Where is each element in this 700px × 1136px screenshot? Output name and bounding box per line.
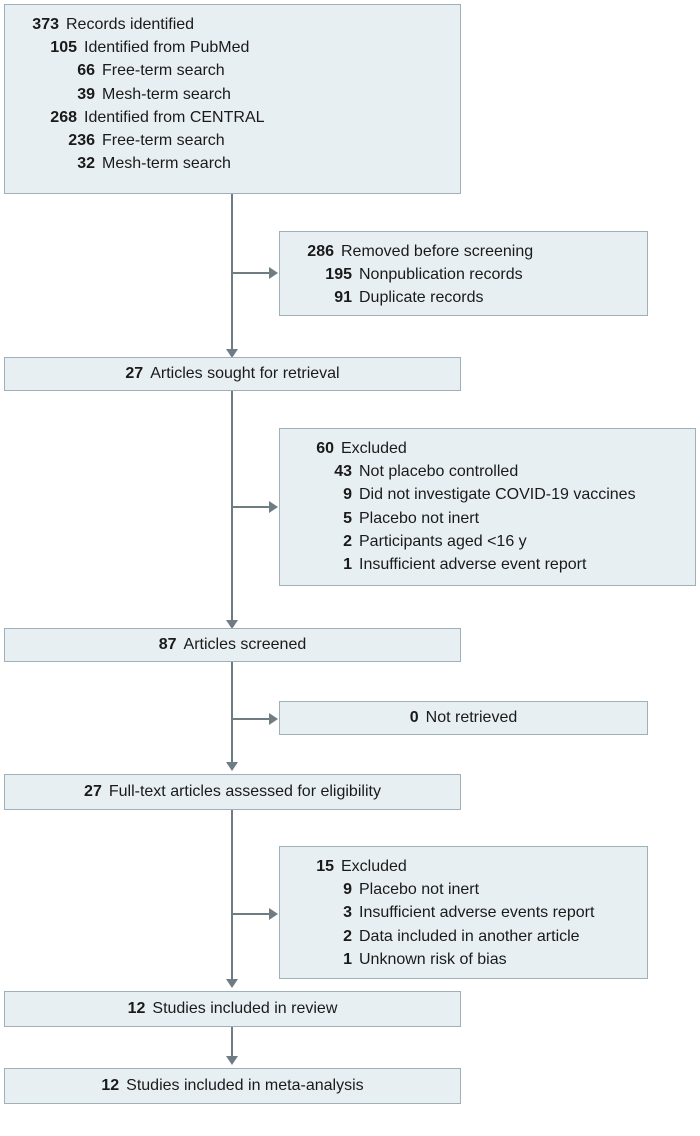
diagram-row (15, 36, 450, 59)
diagram-row (290, 530, 685, 553)
diagram-row (290, 925, 637, 948)
arrow-right-icon (269, 501, 278, 513)
arrow-down-icon (226, 979, 238, 988)
row-label: Mesh-term search (102, 155, 231, 173)
connector-horizontal (232, 913, 270, 915)
row-label: Insufficient adverse event report (359, 555, 587, 573)
diagram-row (15, 13, 450, 36)
row-label: Studies included in review (152, 1000, 338, 1017)
row-count: 3 (343, 904, 352, 922)
diagram-row (15, 1077, 450, 1095)
row-count: 236 (68, 131, 95, 149)
diagram-row (290, 855, 637, 878)
box-excluded-eligibility (279, 846, 648, 979)
row-count: 1 (343, 950, 352, 968)
row-count: 9 (343, 881, 352, 899)
row-count: 2 (343, 532, 352, 550)
row-label: Removed before screening (341, 243, 534, 260)
row-count: 12 (101, 1077, 120, 1094)
row-count: 373 (32, 16, 59, 33)
row-count: 32 (77, 155, 95, 173)
row-label: Excluded (341, 858, 407, 875)
box-included-meta-analysis (4, 1068, 461, 1104)
row-label: Placebo not inert (359, 509, 480, 527)
row-label: Studies included in meta-analysis (126, 1077, 364, 1094)
connector-vertical (231, 810, 233, 980)
row-label: Free-term search (102, 62, 225, 80)
diagram-row (290, 437, 685, 460)
row-count: 268 (50, 108, 77, 126)
diagram-row (15, 366, 450, 382)
diagram-row (290, 948, 637, 971)
diagram-row (290, 286, 637, 309)
diagram-row (290, 483, 685, 506)
diagram-row (15, 83, 450, 106)
diagram-row (290, 240, 637, 263)
row-count: 1 (343, 555, 352, 573)
row-label: Free-term search (102, 131, 225, 149)
row-label: Nonpublication records (359, 266, 523, 284)
row-label: Not retrieved (425, 709, 518, 726)
row-count: 91 (334, 289, 352, 307)
row-count: 0 (409, 709, 419, 726)
diagram-row (15, 129, 450, 152)
box-full-text-assessed (4, 774, 461, 810)
diagram-row (15, 152, 450, 175)
diagram-row (15, 783, 450, 801)
row-label: Articles sought for retrieval (150, 365, 340, 382)
row-count: 286 (307, 243, 334, 260)
arrow-right-icon (269, 267, 278, 279)
row-count: 43 (334, 463, 352, 481)
diagram-row (290, 901, 637, 924)
connector-vertical (231, 662, 233, 763)
row-count: 27 (125, 365, 144, 382)
arrow-down-icon (226, 762, 238, 771)
row-count: 195 (325, 266, 352, 284)
box-identification (4, 4, 461, 194)
connector-horizontal (232, 718, 270, 720)
row-label: Mesh-term search (102, 85, 231, 103)
row-label: Not placebo controlled (359, 463, 519, 481)
row-label: Placebo not inert (359, 881, 480, 899)
row-count: 15 (316, 858, 334, 875)
diagram-row (290, 263, 637, 286)
row-label: Data included in another article (359, 927, 580, 945)
box-excluded-screening (279, 428, 696, 586)
diagram-row (290, 553, 685, 576)
diagram-row (290, 878, 637, 901)
row-label: Participants aged <16 y (359, 532, 527, 550)
row-label: Unknown risk of bias (359, 950, 507, 968)
row-count: 60 (316, 440, 334, 457)
connector-horizontal (232, 272, 270, 274)
box-removed-before-screening (279, 231, 648, 316)
row-label: Excluded (341, 440, 407, 457)
diagram-row (15, 59, 450, 82)
box-articles-screened (4, 628, 461, 662)
diagram-row (290, 507, 685, 530)
diagram-row (15, 637, 450, 653)
box-articles-sought (4, 357, 461, 391)
row-label: Identified from PubMed (84, 39, 250, 57)
arrow-right-icon (269, 713, 278, 725)
row-label: Identified from CENTRAL (84, 108, 265, 126)
row-count: 9 (343, 486, 352, 504)
row-label: Articles screened (183, 636, 307, 653)
row-label: Full-text articles assessed for eligibility (108, 783, 381, 800)
box-not-retrieved (279, 701, 648, 735)
arrow-right-icon (269, 908, 278, 920)
row-count: 27 (84, 783, 102, 800)
connector-horizontal (232, 506, 270, 508)
connector-vertical (231, 1027, 233, 1057)
diagram-row (15, 1000, 450, 1018)
box-included-review (4, 991, 461, 1027)
row-count: 39 (77, 85, 95, 103)
row-label: Insufficient adverse events report (359, 904, 595, 922)
row-label: Duplicate records (359, 289, 484, 307)
row-count: 105 (50, 39, 77, 57)
diagram-row (290, 710, 637, 726)
row-count: 12 (127, 1000, 146, 1017)
row-count: 2 (343, 927, 352, 945)
diagram-row (15, 106, 450, 129)
row-label: Records identified (66, 16, 195, 33)
diagram-row (290, 460, 685, 483)
row-count: 87 (158, 636, 177, 653)
row-count: 5 (343, 509, 352, 527)
row-label: Did not investigate COVID-19 vaccines (359, 486, 636, 504)
row-count: 66 (77, 62, 95, 80)
arrow-down-icon (226, 1056, 238, 1065)
